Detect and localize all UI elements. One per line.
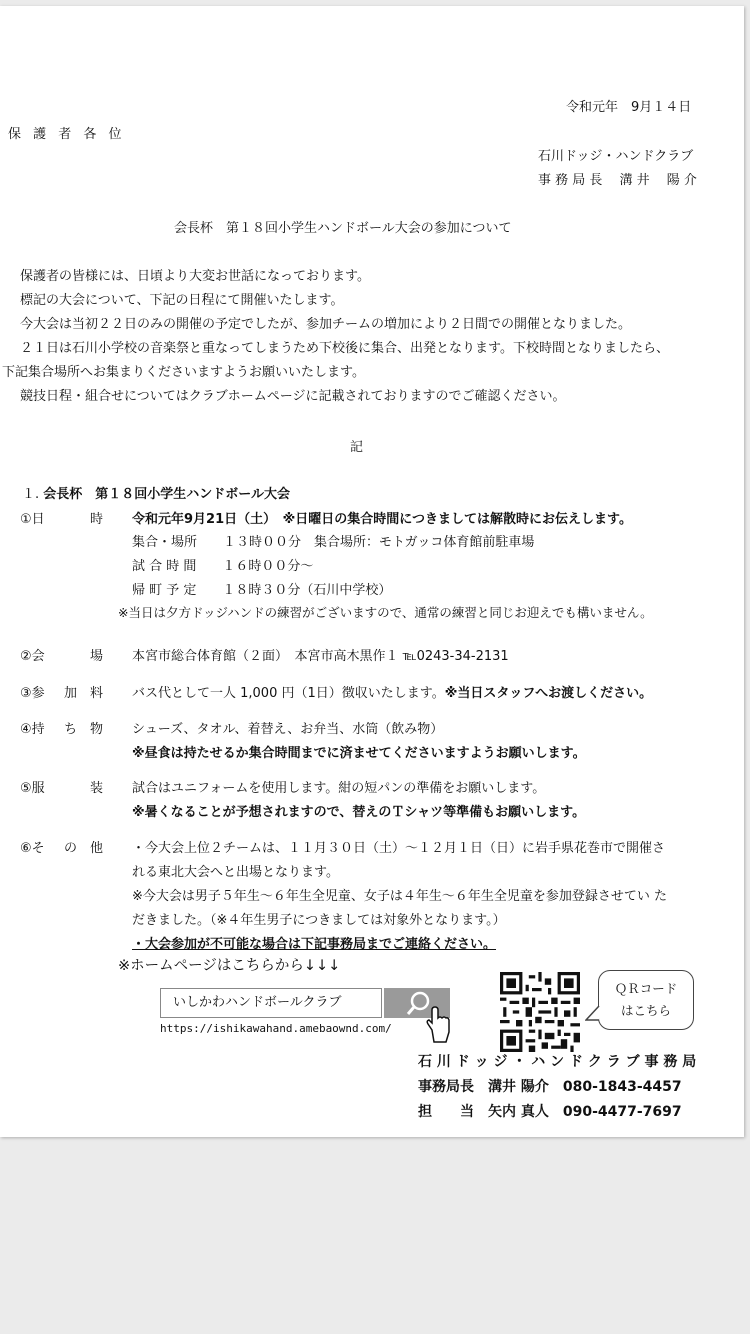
- body-line: 下記集合場所へお集まりくださいますようお願いいたします。: [2, 365, 365, 380]
- search-icon: [384, 988, 450, 1044]
- date-return: 帰 町 予 定 １８時３０分（石川中学校）: [132, 583, 392, 598]
- body-line: 標記の大会について、下記の日程にて開催いたします。: [20, 293, 344, 308]
- other-line: ・今大会上位２チームは、１１月３０日（土）～１２月１日（日）に岩手県花巻市で開催さ: [132, 841, 666, 856]
- sender-org: 石川ドッジ・ハンドクラブ: [538, 149, 694, 164]
- date-meeting: 集合・場所 １３時００分 集合場所：モトガッコ体育館前駐車場: [132, 535, 535, 550]
- body-line: 保護者の皆様には、日頃より大変お世話になっております。: [20, 269, 370, 284]
- venue-text: 本宮市総合体育館（２面） 本宮市高木黒作１ ℡0243-34-2131: [132, 649, 509, 664]
- section-title-text: 会長杯 第１８回小学生ハンドボール大会: [43, 487, 291, 502]
- callout-tail-icon: [585, 1006, 601, 1026]
- fee-text-main: バス代として一人 1,000 円（1日）徴収いたします。: [132, 686, 445, 701]
- attire-bold: ※暑くなることが予想されますので、替えのＴシャツ等準備もお願いします。: [132, 805, 586, 820]
- label-attire-a: ⑤服: [20, 781, 45, 796]
- items-text: シューズ、タオル、着替え、お弁当、水筒（飲み物）: [132, 722, 444, 737]
- attire-text: 試合はユニフォームを使用します。紺の短パンの準備をお願いします。: [132, 781, 546, 796]
- qr-label-line1: ＱＲコード: [614, 981, 678, 996]
- date-main: 令和元年9月21日（土） ※日曜日の集合時間につきましては解散時にお伝えします。: [132, 512, 632, 527]
- label-items-b: 物: [90, 722, 104, 737]
- qr-code-icon[interactable]: [500, 972, 580, 1052]
- date: 令和元年 9月１４日: [566, 100, 692, 115]
- document-page: [0, 6, 744, 1137]
- sender-name: 事 務 局 長 溝 井 陽 介: [538, 173, 697, 188]
- office-name: 石 川 ド ッ ジ ・ ハ ン ド ク ラ ブ 事 務 局: [418, 1054, 697, 1070]
- label-items-a: ④持: [20, 722, 45, 737]
- fee-text: [132, 682, 652, 701]
- body-line: 競技日程・組合せについてはクラブホームページに記載されておりますのでご確認ください。: [20, 389, 566, 404]
- qr-callout: [598, 970, 694, 1030]
- homepage-search-box[interactable]: [160, 988, 382, 1018]
- label-fee-b: 料: [90, 686, 104, 701]
- homepage-url[interactable]: https://ishikawahand.amebaownd.com/: [160, 1022, 392, 1035]
- label-fee-mid: 加: [64, 686, 78, 701]
- homepage-prompt: ※ホームページはこちらから↓↓↓: [118, 958, 341, 974]
- label-items-mid: ち: [64, 722, 78, 737]
- contact-director: 事務局長 溝井 陽介 080-1843-4457: [418, 1079, 682, 1095]
- other-line: だきました。（※４年生男子につきましては対象外となります。）: [132, 913, 506, 928]
- label-other-a: ⑥そ: [20, 841, 45, 856]
- qr-label-line2: はこちら: [620, 1003, 671, 1018]
- label-date-b: 時: [90, 512, 104, 527]
- label-venue-b: 場: [90, 649, 104, 664]
- homepage-search-text: いしかわハンドボールクラブ: [173, 995, 342, 1010]
- other-line: ※今大会は男子５年生～６年生全児童、女子は４年生～６年生全児童を参加登録させてい た: [132, 889, 668, 904]
- label-other-mid: の: [64, 841, 78, 856]
- section-number: １.: [22, 487, 44, 502]
- date-match-time: 試 合 時 間 １６時００分～: [132, 559, 314, 574]
- recipient: 保 護 者 各 位: [8, 127, 126, 142]
- subject: 会長杯 第１８回小学生ハンドボール大会の参加について: [174, 221, 512, 236]
- label-other-b: 他: [90, 841, 104, 856]
- other-bold: ・大会参加が不可能な場合は下記事務局までご連絡ください。: [132, 937, 497, 952]
- body-line: 今大会は当初２２日のみの開催の予定でしたが、参加チームの増加により２日間での開催となりました。: [20, 317, 632, 332]
- other-line: れる東北大会へと出場となります。: [132, 865, 339, 880]
- pointer-hand-icon: [427, 1007, 449, 1042]
- label-fee-a: ③参: [20, 686, 45, 701]
- label-date-a: ①日: [20, 512, 45, 527]
- fee-text-bold: ※当日スタッフへお渡しください。: [444, 686, 653, 701]
- body-line: ２１日は石川小学校の音楽祭と重なってしまうため下校後に集合、出発となります。下校時間となりましたら、: [20, 341, 669, 356]
- contact-staff: 担 当 矢内 真人 090-4477-7697: [418, 1104, 682, 1120]
- items-bold: ※昼食は持たせるか集合時間までに済ませてくださいますようお願いします。: [132, 746, 586, 761]
- ki-heading: 記: [350, 440, 364, 455]
- homepage-search-button[interactable]: [384, 988, 450, 1018]
- section-title: [22, 483, 290, 502]
- date-note: ※当日は夕方ドッジハンドの練習がございますので、通常の練習と同じお迎えでも構いません。: [118, 605, 653, 620]
- label-attire-b: 装: [90, 781, 104, 796]
- label-venue-a: ②会: [20, 649, 45, 664]
